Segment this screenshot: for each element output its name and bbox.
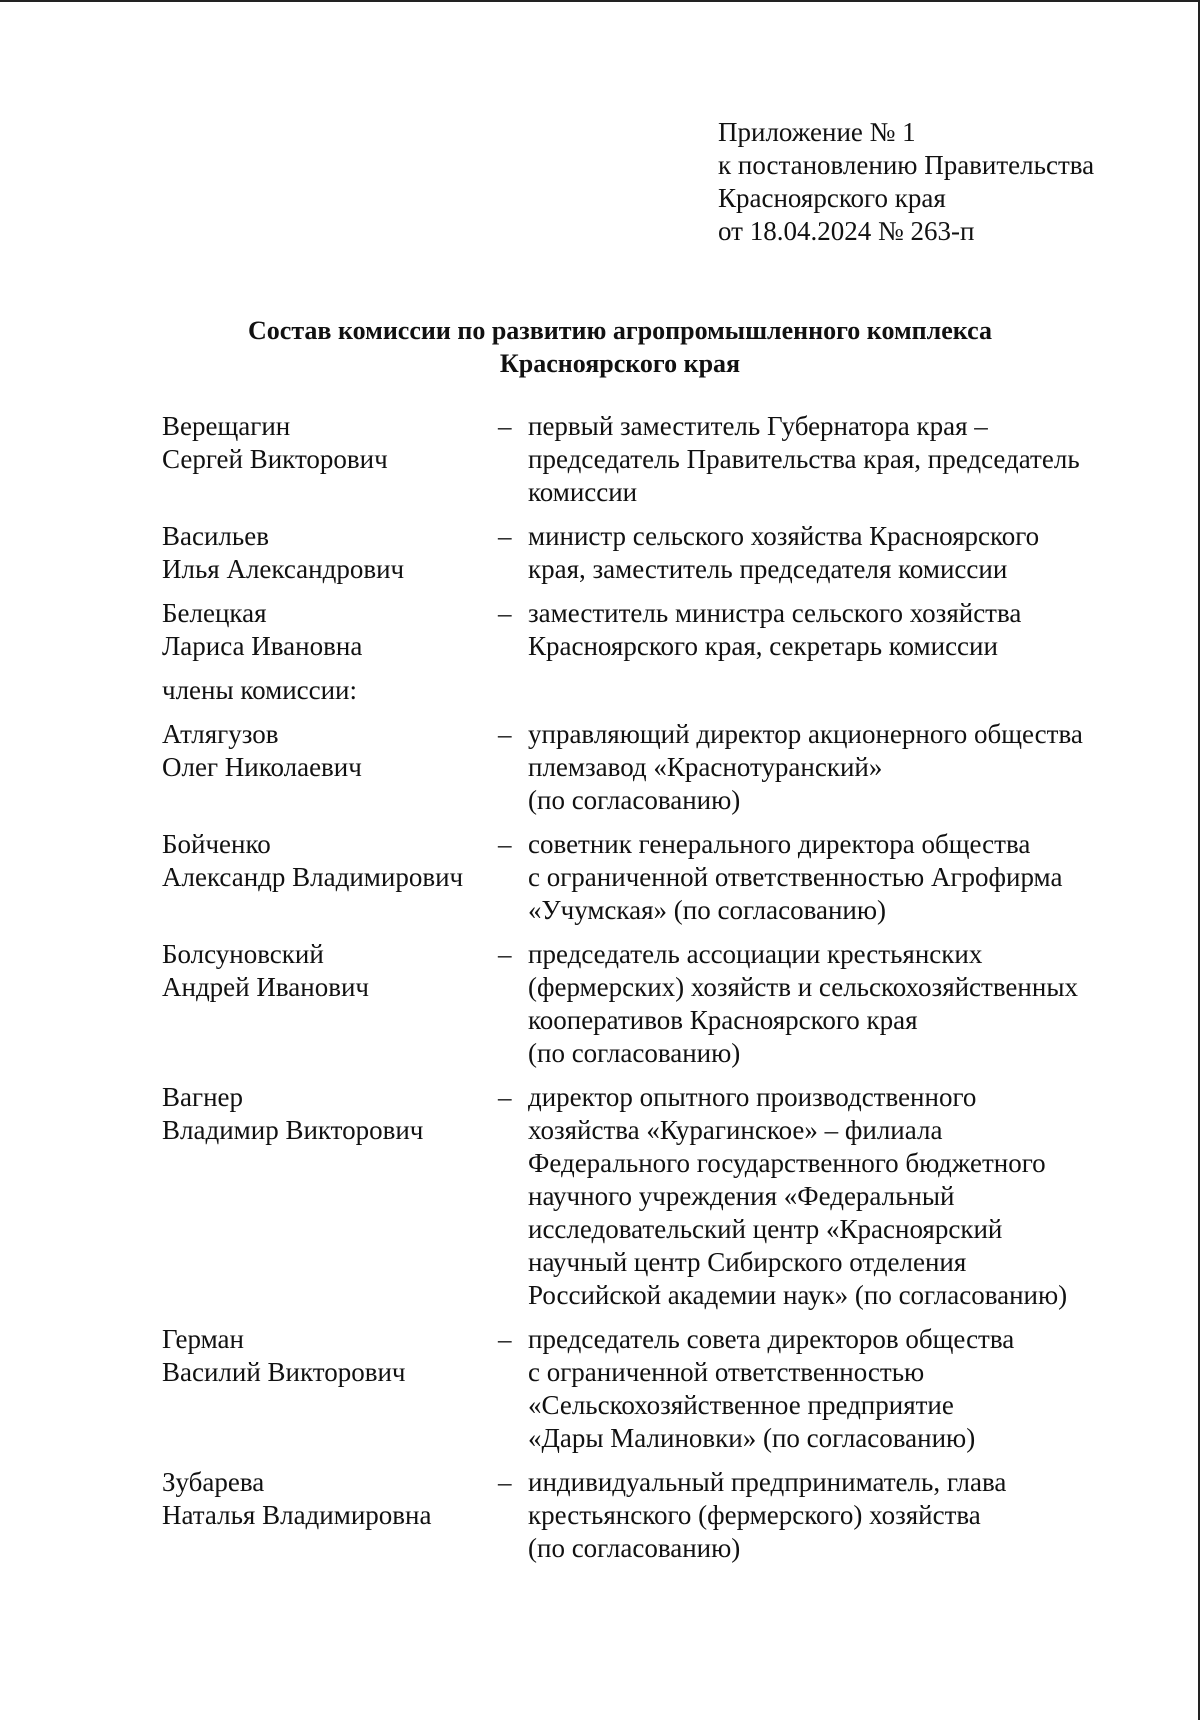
role-line: края, заместитель председателя комиссии bbox=[528, 554, 1008, 584]
title-line: Красноярского края bbox=[499, 349, 741, 378]
person-surname: Зубарева bbox=[162, 1467, 265, 1497]
role-line: управляющий директор акционерного общества bbox=[528, 719, 1083, 749]
role-line: с ограниченной ответственностью Агрофирма bbox=[528, 862, 1063, 892]
person-name bbox=[162, 1081, 498, 1147]
members-label: члены комиссии: bbox=[162, 675, 358, 705]
person-row bbox=[162, 718, 1122, 828]
role-line: кооперативов Красноярского края bbox=[528, 1005, 918, 1035]
dash-separator: – bbox=[498, 939, 512, 969]
role-line: министр сельского хозяйства Красноярского bbox=[528, 521, 1040, 551]
person-name bbox=[162, 520, 498, 586]
role-line: первый заместитель Губернатора края – bbox=[528, 411, 988, 441]
person-role bbox=[528, 1081, 1122, 1312]
title-line: Состав комиссии по развитию агропромышленного комплекса bbox=[248, 316, 992, 345]
person-role bbox=[528, 520, 1122, 586]
role-line: крестьянского (фермерского) хозяйства bbox=[528, 1500, 981, 1530]
person-surname: Верещагин bbox=[162, 411, 291, 441]
person-surname: Бойченко bbox=[162, 829, 271, 859]
person-row bbox=[162, 1081, 1122, 1323]
commission-list bbox=[162, 410, 1122, 1576]
role-line: председатель совета директоров общества bbox=[528, 1324, 1015, 1354]
appendix-line: к постановлению Правительства bbox=[718, 150, 1095, 180]
person-name bbox=[162, 1323, 498, 1389]
person-given-name: Олег Николаевич bbox=[162, 752, 362, 782]
role-line: (по согласованию) bbox=[528, 785, 741, 815]
person-row bbox=[162, 410, 1122, 520]
role-line: (по согласованию) bbox=[528, 1038, 741, 1068]
dash-separator: – bbox=[498, 411, 512, 441]
role-line: исследовательский центр «Красноярский bbox=[528, 1214, 1003, 1244]
role-line: председатель ассоциации крестьянских bbox=[528, 939, 983, 969]
person-row bbox=[162, 597, 1122, 674]
person-surname: Белецкая bbox=[162, 598, 267, 628]
person-name bbox=[162, 938, 498, 1004]
role-line: (фермерских) хозяйств и сельскохозяйственных bbox=[528, 972, 1078, 1002]
role-line: с ограниченной ответственностью bbox=[528, 1357, 925, 1387]
role-line: комиссии bbox=[528, 477, 638, 507]
role-line: племзавод «Краснотуранский» bbox=[528, 752, 883, 782]
person-role bbox=[528, 1323, 1122, 1455]
document-title bbox=[120, 314, 1120, 380]
appendix-header bbox=[718, 116, 1094, 248]
person-name bbox=[162, 828, 498, 894]
person-given-name: Владимир Викторович bbox=[162, 1115, 424, 1145]
role-line: Красноярского края, секретарь комиссии bbox=[528, 631, 998, 661]
role-line: (по согласованию) bbox=[528, 1533, 741, 1563]
person-given-name: Андрей Иванович bbox=[162, 972, 369, 1002]
person-row bbox=[162, 938, 1122, 1081]
person-row bbox=[162, 1466, 1122, 1576]
dash-separator: – bbox=[498, 521, 512, 551]
appendix-line: от 18.04.2024 № 263-п bbox=[718, 216, 975, 246]
person-surname: Герман bbox=[162, 1324, 244, 1354]
person-given-name: Лариса Ивановна bbox=[162, 631, 363, 661]
person-surname: Болсуновский bbox=[162, 939, 324, 969]
person-given-name: Сергей Викторович bbox=[162, 444, 388, 474]
dash-separator: – bbox=[498, 598, 512, 628]
role-line: «Учумская» (по согласованию) bbox=[528, 895, 887, 925]
role-line: хозяйства «Курагинское» – филиала bbox=[528, 1115, 943, 1145]
role-line: Федерального государственного бюджетного bbox=[528, 1148, 1046, 1178]
person-given-name: Александр Владимирович bbox=[162, 862, 464, 892]
appendix-line: Красноярского края bbox=[718, 183, 946, 213]
person-role bbox=[528, 410, 1122, 509]
role-line: председатель Правительства края, председатель bbox=[528, 444, 1080, 474]
appendix-line: Приложение № 1 bbox=[718, 117, 916, 147]
person-surname: Васильев bbox=[162, 521, 269, 551]
role-line: научный центр Сибирского отделения bbox=[528, 1247, 967, 1277]
person-row bbox=[162, 1323, 1122, 1466]
role-line: индивидуальный предприниматель, глава bbox=[528, 1467, 1007, 1497]
person-given-name: Василий Викторович bbox=[162, 1357, 406, 1387]
person-surname: Вагнер bbox=[162, 1082, 243, 1112]
role-line: «Дары Малиновки» (по согласованию) bbox=[528, 1423, 976, 1453]
person-name bbox=[162, 718, 498, 784]
dash-separator: – bbox=[498, 1082, 512, 1112]
person-row bbox=[162, 520, 1122, 597]
dash-separator: – bbox=[498, 719, 512, 749]
dash-separator: – bbox=[498, 829, 512, 859]
role-line: «Сельскохозяйственное предприятие bbox=[528, 1390, 954, 1420]
person-surname: Атлягузов bbox=[162, 719, 279, 749]
person-given-name: Наталья Владимировна bbox=[162, 1500, 432, 1530]
role-line: советник генерального директора общества bbox=[528, 829, 1031, 859]
role-line: Российской академии наук» (по согласованию) bbox=[528, 1280, 1068, 1310]
person-given-name: Илья Александрович bbox=[162, 554, 405, 584]
role-line: директор опытного производственного bbox=[528, 1082, 977, 1112]
person-role bbox=[528, 718, 1122, 817]
dash-separator: – bbox=[498, 1324, 512, 1354]
members-label-row bbox=[162, 674, 1122, 718]
role-line: заместитель министра сельского хозяйства bbox=[528, 598, 1022, 628]
person-role bbox=[528, 938, 1122, 1070]
person-role bbox=[528, 1466, 1122, 1565]
person-role bbox=[528, 828, 1122, 927]
dash-separator: – bbox=[498, 1467, 512, 1497]
person-name bbox=[162, 597, 498, 663]
person-name bbox=[162, 1466, 498, 1532]
person-row bbox=[162, 828, 1122, 938]
person-role bbox=[528, 597, 1122, 663]
person-name bbox=[162, 410, 498, 476]
role-line: научного учреждения «Федеральный bbox=[528, 1181, 955, 1211]
